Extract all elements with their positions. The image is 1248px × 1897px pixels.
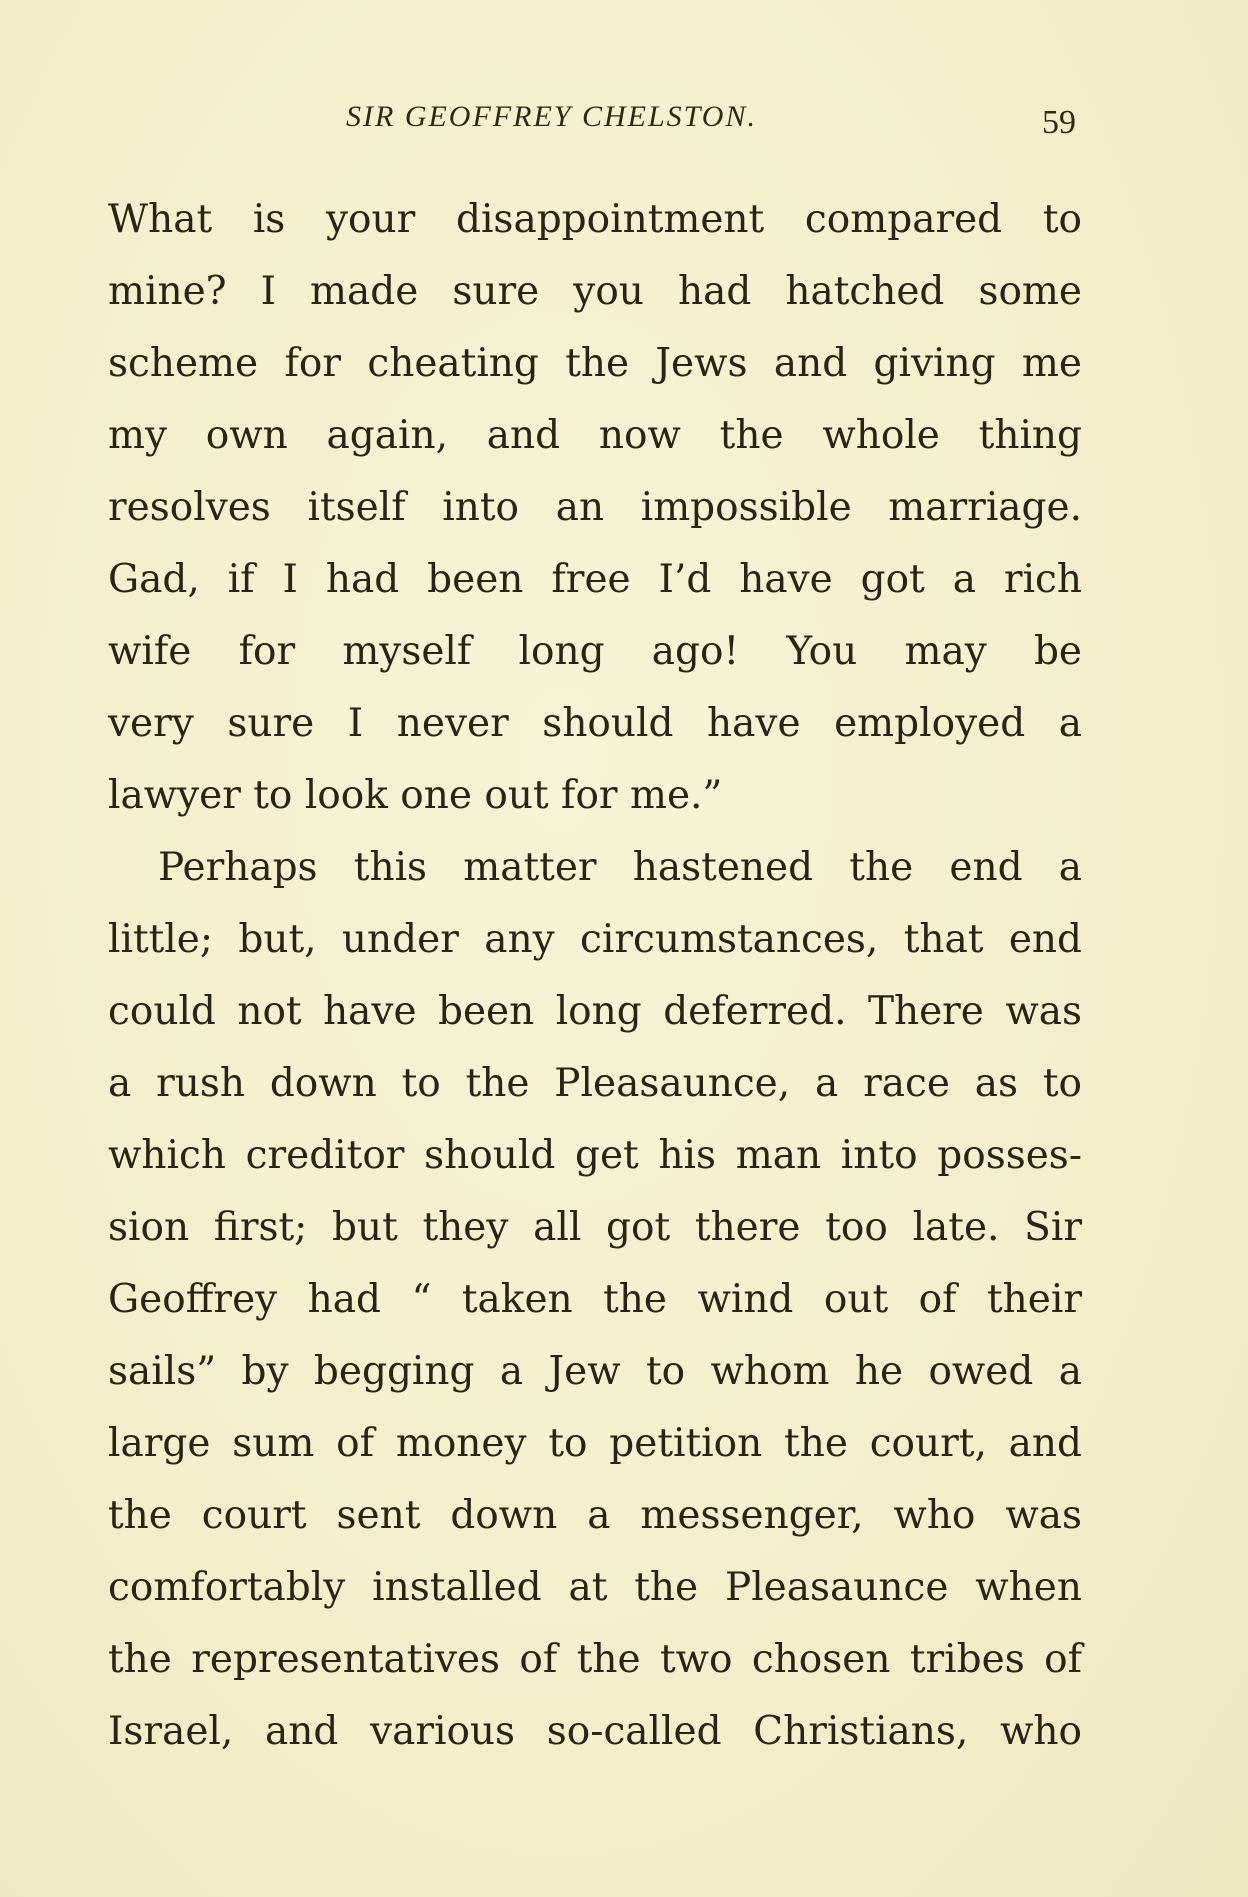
text-line: lawyer to look one out for me.”: [108, 773, 723, 818]
text-line: resolves itself into an impossible marriage.: [108, 485, 1082, 530]
text-line: the court sent down a messenger, who was: [108, 1493, 1082, 1538]
text-line: What is your disappointment compared to: [108, 197, 1082, 242]
text-line: Geoffrey had “ taken the wind out of their: [108, 1277, 1082, 1322]
text-line: Gad, if I had been free I’d have got a rich: [108, 557, 1082, 602]
text-line: which creditor should get his man into posses-: [108, 1133, 1082, 1178]
text-line: little; but, under any circumstances, that end: [108, 917, 1082, 962]
text-line: Israel, and various so-called Christians, who: [108, 1709, 1082, 1754]
text-line: sails” by begging a Jew to whom he owed a: [108, 1349, 1082, 1394]
body-text: [108, 184, 1082, 1768]
text-line: sion first; but they all got there too late. Sir: [108, 1205, 1082, 1250]
page-number: 59: [1042, 104, 1076, 141]
text-line: a rush down to the Pleasaunce, a race as to: [108, 1061, 1082, 1106]
text-line: large sum of money to petition the court, and: [108, 1421, 1082, 1466]
text-line: the representatives of the two chosen tribes of: [108, 1637, 1082, 1682]
text-line: comfortably installed at the Pleasaunce when: [108, 1565, 1082, 1610]
text-line: wife for myself long ago! You may be: [108, 629, 1082, 674]
text-line: could not have been long deferred. There was: [108, 989, 1082, 1034]
running-head: [110, 100, 1080, 150]
text-line: very sure I never should have employed a: [108, 701, 1082, 746]
running-title: SIR GEOFFREY CHELSTON.: [346, 100, 757, 133]
paragraph-start-line: Perhaps this matter hastened the end a: [158, 845, 1082, 890]
text-line: scheme for cheating the Jews and giving me: [108, 341, 1082, 386]
text-line: my own again, and now the whole thing: [108, 413, 1082, 458]
text-line: mine? I made sure you had hatched some: [108, 269, 1082, 314]
